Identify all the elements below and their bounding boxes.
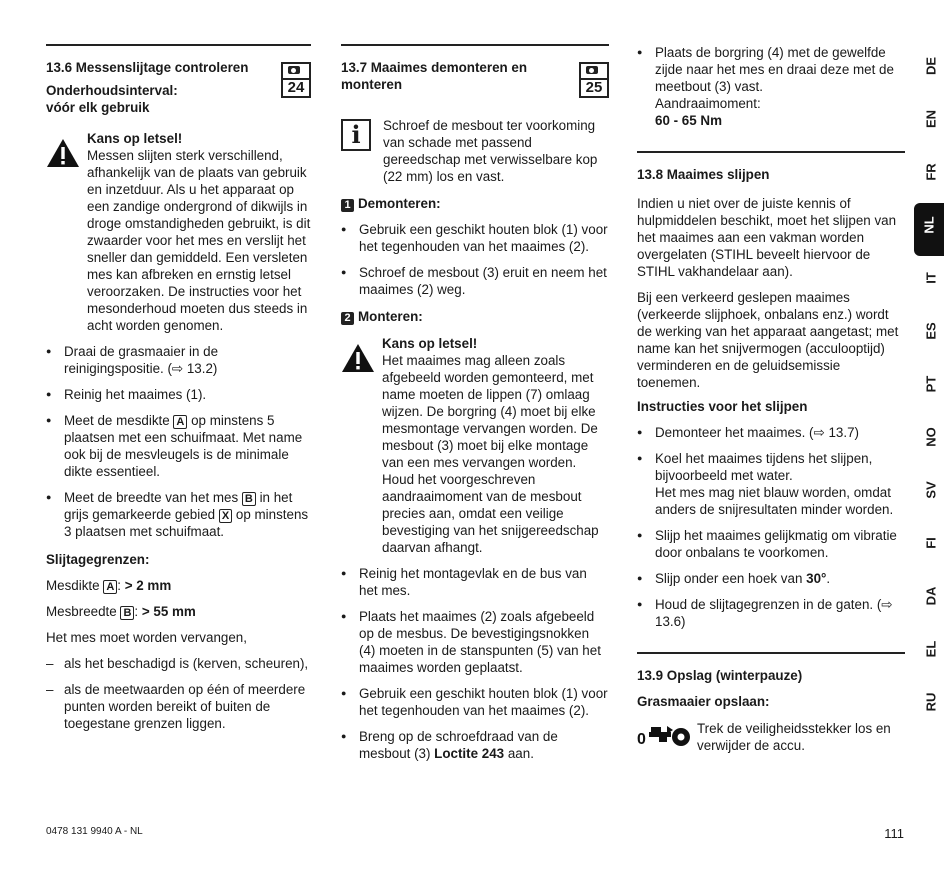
- list-item: ● Gebruik een geschikt houten blok (1) voor het tegenhouden van het maaimes (2).: [341, 221, 609, 255]
- language-tab[interactable]: [918, 468, 944, 521]
- list-item: – als de meetwaarden op één of meerdere punten worden bereikt of buiten de toegestane grenzen liggen.: [46, 681, 311, 732]
- language-tab[interactable]: [918, 680, 944, 733]
- limits-title: Slijtagegrenzen:: [46, 552, 150, 567]
- section-title: 13.8 Maaimes slijpen: [637, 167, 770, 182]
- value: > 55 mm: [141, 604, 196, 619]
- text: ● Plaats de borgring (4) met de gewelfde zijde naar het mes en draai deze met de meetbout (3) vast.: [655, 45, 894, 94]
- warning-text: Het maaimes mag alleen zoals afgebeeld worden gemonteerd, met name moeten de lippen (7) omlaag wijzen. De borgring (4) moet bij elke mesmontage vervangen worden. De mesbout (3) moet bij elke montage van een mes vervangen worden. Houd het voorgeschreven aandraaimoment van de mesbout precies aan, omdat een veilige bevestiging van het snijgereedschap daarvan afhangt.: [382, 353, 599, 555]
- info-text: Schroef de mesbout ter voorkoming van schade met passend gereedschap met verwisselbare kop (22 mm) los en vast.: [383, 118, 598, 184]
- paragraph: Indien u niet over de juiste kennis of hulpmiddelen beschikt, moet het slijpen van het maaimes aan een vakman worden overgelaten (STIHL beveelt hiervoor de STIHL vakhandelaar aan).: [637, 196, 897, 279]
- instruction-list: [637, 44, 905, 129]
- info-icon: i: [341, 119, 371, 151]
- camera-icon: [581, 64, 607, 80]
- page-number: 111: [884, 826, 904, 841]
- language-tab[interactable]: [918, 627, 944, 680]
- text: Trek de veiligheidsstekker los en verwijder de accu.: [697, 721, 891, 753]
- angle-value: 30°: [806, 571, 827, 586]
- text: Breng op de schroefdraad van de mesbout (3): [359, 729, 558, 761]
- step-label: Monteren:: [358, 309, 423, 324]
- text: Mesbreedte: [46, 604, 121, 619]
- language-code: NO: [923, 427, 939, 447]
- warning-title: Kans op letsel!: [382, 336, 478, 351]
- section-13-6: [46, 44, 311, 732]
- info-block: [341, 117, 609, 185]
- language-code: IT: [923, 272, 939, 284]
- camera-figure-ref: [579, 62, 609, 98]
- list-item: ● Schroef de mesbout (3) eruit en neem het maaimes (2) weg.: [341, 264, 609, 298]
- language-code: PT: [923, 375, 939, 393]
- text: .: [826, 571, 831, 586]
- step-1-heading: [341, 195, 609, 212]
- instruction-list: [341, 565, 609, 762]
- language-code: NL: [921, 216, 937, 234]
- thickness-limit: Mesdikte A : > 2 mm: [46, 578, 172, 593]
- svg-text:0: 0: [637, 731, 646, 748]
- list-item: ● Gebruik een geschikt houten blok (1) voor het tegenhouden van het maaimes (2).: [341, 685, 609, 719]
- interval-label: Onderhoudsinterval:: [46, 83, 178, 98]
- warning-triangle-icon: [46, 138, 80, 168]
- step-2-heading: [341, 308, 609, 325]
- list-item: [46, 489, 311, 540]
- language-code: EN: [923, 109, 939, 129]
- language-code: SV: [923, 481, 939, 499]
- text: aan.: [504, 746, 534, 761]
- list-item: ● Demonteer het maaimes. (⇨ 13.7): [637, 424, 905, 441]
- text: Meet de mesdikte: [64, 413, 174, 428]
- document-code: 0478 131 9940 A - NL: [46, 826, 143, 837]
- camera-icon: [283, 64, 309, 80]
- list-item: [637, 44, 905, 129]
- list-item: ● Reinig het maaimes (1).: [46, 386, 311, 403]
- camera-figure-ref: [281, 62, 311, 98]
- list-item: [637, 450, 905, 518]
- language-tab[interactable]: [918, 521, 944, 574]
- list-item: ● Draai de grasmaaier in de reinigingspositie. (⇨ 13.2): [46, 343, 311, 377]
- step-number-icon: 2: [341, 312, 354, 325]
- language-tab[interactable]: [918, 362, 944, 415]
- language-code: EL: [923, 640, 939, 658]
- step-label: Demonteren:: [358, 196, 441, 211]
- label-box-b: B: [242, 492, 256, 506]
- language-tab[interactable]: [918, 574, 944, 627]
- section-rule: [341, 44, 609, 46]
- step-number-icon: 1: [341, 199, 354, 212]
- language-code: DE: [923, 56, 939, 76]
- text: Slijp onder een hoek van: [655, 571, 807, 586]
- language-tab[interactable]: [918, 309, 944, 362]
- list-item: ● Houd de slijtagegrenzen in de gaten. (⇨ 13.6): [637, 596, 905, 630]
- language-code: ES: [923, 322, 939, 340]
- product-name: Loctite 243: [434, 746, 505, 761]
- text: op minstens 5 plaatsen met een schuifmaat. Met name ook bij de mesvleugels is de minimale dikte essentieel.: [64, 413, 303, 479]
- list-item: ● Plaats het maaimes (2) zoals afgebeeld op de mesbus. De bevestigingsnokken (4) moeten in de stanspunten (5) van het maaimes worden geplaatst.: [341, 608, 609, 676]
- safety-key-icon: [637, 724, 693, 748]
- label-box-b: B: [120, 606, 134, 620]
- torque-value: 60 - 65 Nm: [655, 113, 722, 128]
- replace-text: Het mes moet worden vervangen,: [46, 630, 247, 645]
- warning-triangle-icon: [341, 343, 375, 373]
- section-rule: [637, 652, 905, 654]
- language-tab[interactable]: [918, 415, 944, 468]
- warning-block: [341, 335, 609, 556]
- warning-title: Kans op letsel!: [87, 131, 183, 146]
- warning-text: Messen slijten sterk verschillend, afhankelijk van de plaats van gebruik en inzetduur. Als u het apparaat op een zandige ondergrond of dikwijls in droge omstandigheden gebruikt, is dit zwaarder voor het mes en verslijt het sneller dan gemiddeld. Een versleten mes kan afbreken en ernstig letsel veroorzaken. De instructies voor het mesonderhoud moeten dus steeds in acht worden genomen.: [87, 148, 311, 333]
- list-item: – als het beschadigd is (kerven, scheuren),: [46, 655, 311, 672]
- subheading: Grasmaaier opslaan:: [637, 694, 770, 709]
- replace-conditions: [46, 655, 311, 732]
- language-code: FI: [923, 537, 939, 549]
- text: ● Koel het maaimes tijdens het slijpen, bijvoorbeeld met water.: [655, 451, 873, 483]
- language-tab[interactable]: [918, 256, 944, 309]
- language-tab[interactable]: [918, 97, 944, 150]
- section-header: [46, 59, 311, 116]
- torque-label: Aandraaimoment:: [655, 96, 761, 111]
- section-13-7: [341, 44, 609, 762]
- instruction-list: [637, 424, 905, 630]
- value: > 2 mm: [124, 578, 172, 593]
- text: Meet de breedte van het mes: [64, 490, 242, 505]
- language-code: DA: [923, 586, 939, 606]
- label-box-a: A: [173, 415, 187, 429]
- warning-block: [46, 130, 311, 334]
- paragraph: Bij een verkeerd geslepen maaimes (verkeerde slijphoek, onbalans enz.) wordt de werking van het apparaat aangetast; met name kan het snijvermogen (acculooptijd) verminderen en de geluidsemissie toenemen.: [637, 290, 899, 390]
- list-item: ● Reinig het montagevlak en de bus van het mes.: [341, 565, 609, 599]
- label-box-a: A: [103, 580, 117, 594]
- section-rule: [46, 44, 311, 46]
- section-rule: [637, 151, 905, 153]
- subheading: Instructies voor het slijpen: [637, 399, 808, 414]
- figure-number: 25: [585, 79, 603, 96]
- text: op minstens 3 plaatsen met schuifmaat.: [64, 507, 309, 539]
- figure-number: 24: [287, 79, 305, 96]
- language-code: FR: [923, 163, 939, 181]
- text: Mesdikte: [46, 578, 104, 593]
- language-tab[interactable]: [918, 44, 944, 97]
- language-tab[interactable]: [918, 150, 944, 203]
- section-title: 13.9 Opslag (winterpauze): [637, 668, 803, 683]
- interval-value: vóór elk gebruik: [46, 100, 150, 115]
- section-13-8-13-9: [637, 44, 905, 754]
- section-header: [341, 59, 609, 96]
- storage-instruction: [637, 720, 905, 754]
- text: in het grijs gemarkeerde gebied: [64, 490, 293, 522]
- instruction-list: [46, 343, 311, 540]
- list-item: [341, 728, 609, 762]
- language-tab-active[interactable]: [914, 203, 944, 256]
- width-limit: Mesbreedte B : > 55 mm: [46, 604, 196, 619]
- instruction-list: [341, 221, 609, 298]
- label-box-x: X: [219, 509, 232, 523]
- section-title: 13.7 Maaimes demonteren en monteren: [341, 60, 528, 92]
- language-tabs: [918, 44, 944, 733]
- section-title: 13.6 Messenslijtage controleren: [46, 60, 249, 75]
- list-item: [46, 412, 311, 480]
- language-code: RU: [923, 692, 939, 712]
- list-item: ● Slijp het maaimes gelijkmatig om vibratie door onbalans te voorkomen.: [637, 527, 905, 561]
- text: Het mes mag niet blauw worden, omdat anders de snijresultaten minder worden.: [655, 485, 894, 517]
- list-item: [637, 570, 905, 587]
